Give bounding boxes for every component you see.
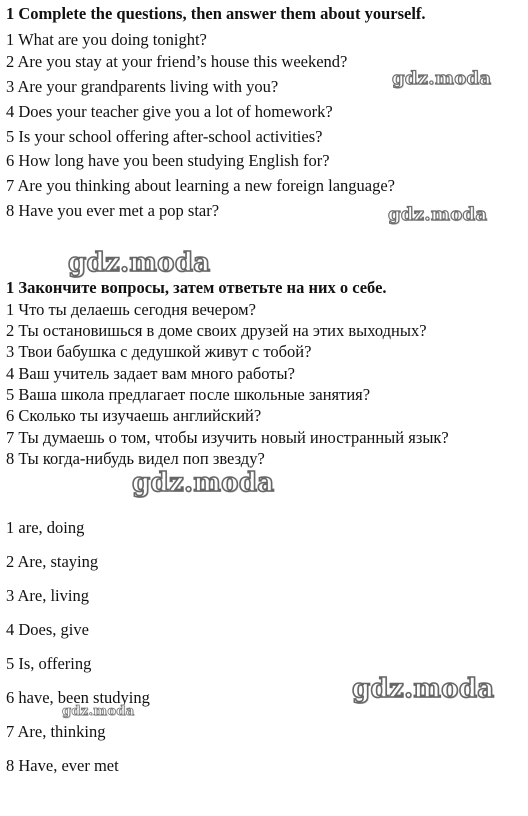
russian-question-5: 5 Ваша школа предлагает после школьные занятия?: [6, 385, 371, 404]
russian-heading: 1 Закончите вопросы, затем ответьте на них о себе.: [6, 278, 387, 297]
watermark: gdz.moda: [62, 704, 135, 719]
russian-question-3: 3 Твои бабушка с дедушкой живут с тобой?: [6, 342, 312, 361]
answer-2: 2 Are, staying: [6, 552, 99, 571]
english-question-1: 1 What are you doing tonight?: [6, 30, 207, 49]
russian-question-8: 8 Ты когда-нибудь видел поп звезду?: [6, 449, 265, 468]
english-question-5: 5 Is your school offering after-school activities?: [6, 127, 323, 146]
russian-question-1: 1 Что ты делаешь сегодня вечером?: [6, 300, 256, 319]
english-question-7: 7 Are you thinking about learning a new foreign language?: [6, 176, 396, 195]
watermark: gdz.moda: [132, 468, 275, 498]
watermark: gdz.moda: [392, 68, 492, 89]
answer-8: 8 Have, ever met: [6, 756, 119, 775]
answer-7: 7 Are, thinking: [6, 722, 106, 741]
watermark: gdz.moda: [388, 204, 488, 225]
russian-question-4: 4 Ваш учитель задает вам много работы?: [6, 364, 295, 383]
english-question-2: 2 Are you stay at your friend’s house this weekend?: [6, 52, 348, 71]
english-question-4: 4 Does your teacher give you a lot of homework?: [6, 102, 333, 121]
english-question-3: 3 Are your grandparents living with you?: [6, 77, 279, 96]
answer-3: 3 Are, living: [6, 586, 89, 605]
russian-question-2: 2 Ты остановишься в доме своих друзей на этих выходных?: [6, 321, 427, 340]
answer-4: 4 Does, give: [6, 620, 89, 639]
english-question-8: 8 Have you ever met a pop star?: [6, 201, 220, 220]
english-heading: 1 Complete the questions, then answer them about yourself.: [6, 4, 426, 23]
english-question-6: 6 How long have you been studying English for?: [6, 151, 330, 170]
russian-question-6: 6 Сколько ты изучаешь английский?: [6, 406, 262, 425]
answer-6: 6 have, been studying: [6, 688, 150, 707]
russian-question-7: 7 Ты думаешь о том, чтобы изучить новый иностранный язык?: [6, 428, 449, 447]
watermark: gdz.moda: [68, 248, 211, 278]
answer-5: 5 Is, offering: [6, 654, 92, 673]
answer-1: 1 are, doing: [6, 518, 85, 537]
watermark: gdz.moda: [352, 674, 495, 704]
